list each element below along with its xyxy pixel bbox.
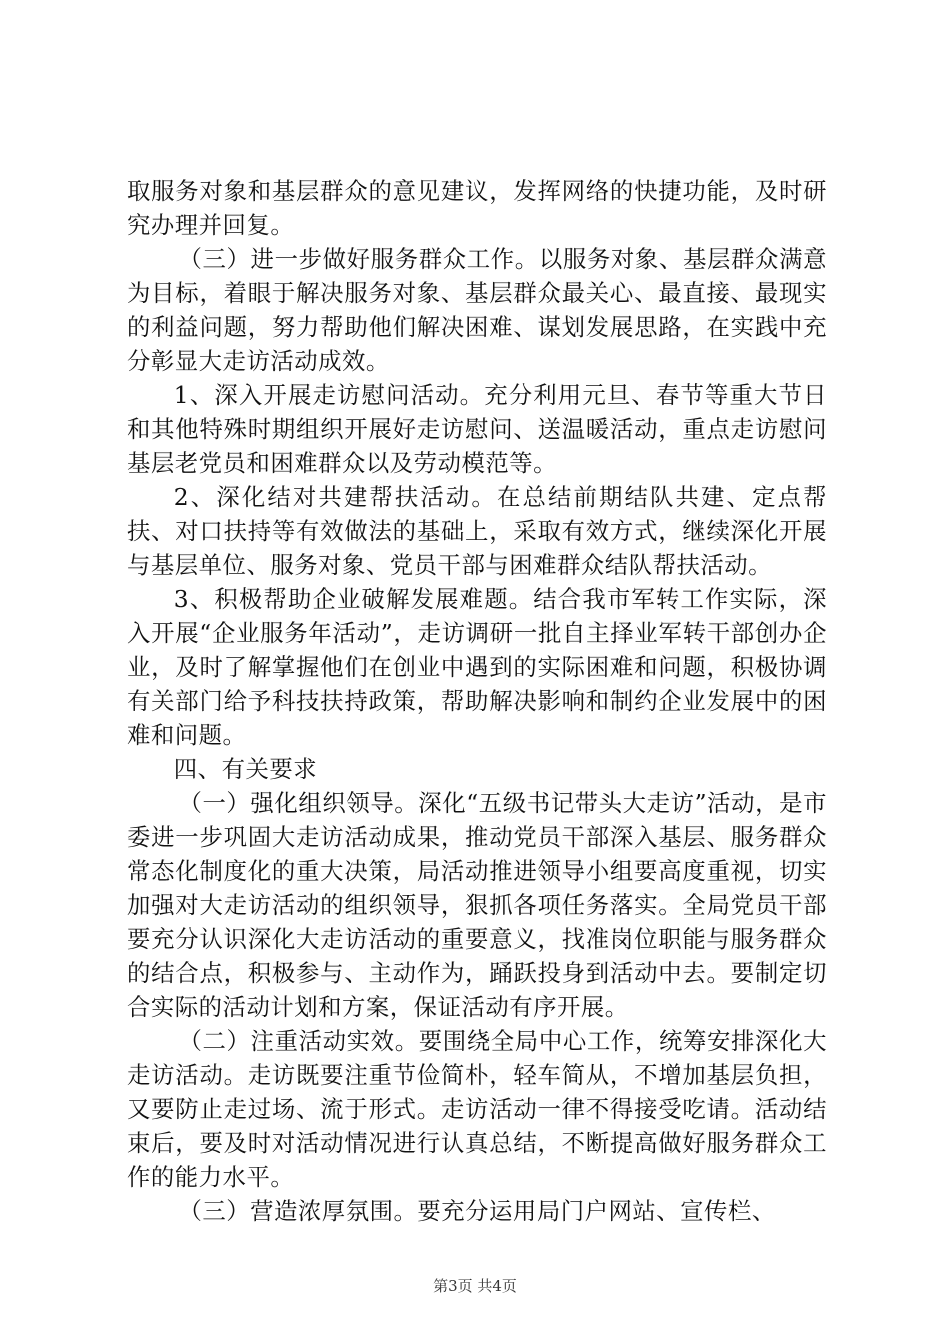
paragraph-item-3: 3、积极帮助企业破解发展难题。结合我市军转工作实际，深入开展“企业服务年活动”，走访调研一批自主择业军转干部创办企业，及时了解掌握他们在创业中遇到的实际困难和问题，积极协调有关部门给予科技扶持政策，帮助解决影响和制约企业发展中的困难和问题。 (127, 585, 827, 749)
paragraph-section-3: （三）进一步做好服务群众工作。以服务对象、基层群众满意为目标，着眼于解决服务对象、基层群众最关心、最直接、最现实的利益问题，努力帮助他们解决困难、谋划发展思路，在实践中充分彰显大走访活动成效。 (127, 245, 827, 375)
page-number-footer: 第3页 共4页 (433, 1277, 517, 1295)
paragraph-requirement-1: （一）强化组织领导。深化“五级书记带头大走访”活动，是市委进一步巩固大走访活动成果，推动党员干部深入基层、服务群众常态化制度化的重大决策，局活动推进领导小组要高度重视，切实加强对大走访活动的组织领导，狠抓各项任务落实。全局党员干部要充分认识深化大走访活动的重要意义，找准岗位职能与服务群众的结合点，积极参与、主动作为，踊跃投身到活动中去。要制定切合实际的活动计划和方案，保证活动有序开展。 (127, 789, 827, 1021)
paragraph-item-1: 1、深入开展走访慰问活动。充分利用元旦、春节等重大节日和其他特殊时期组织开展好走访慰问、送温暖活动，重点走访慰问基层老党员和困难群众以及劳动模范等。 (127, 381, 827, 477)
paragraph-item-2: 2、深化结对共建帮扶活动。在总结前期结队共建、定点帮扶、对口扶持等有效做法的基础上，采取有效方式，继续深化开展与基层单位、服务对象、党员干部与困难群众结队帮扶活动。 (127, 483, 827, 579)
document-body (127, 174, 827, 1228)
paragraph-requirement-2: （二）注重活动实效。要围绕全局中心工作，统筹安排深化大走访活动。走访既要注重节俭简朴，轻车简从，不增加基层负担，又要防止走过场、流于形式。走访活动一律不得接受吃请。活动结束后，要及时对活动情况进行认真总结，不断提高做好服务群众工作的能力水平。 (127, 1027, 827, 1191)
paragraph-continuation: 取服务对象和基层群众的意见建议，发挥网络的快捷功能，及时研究办理并回复。 (127, 177, 827, 239)
paragraph-requirement-3: （三）营造浓厚氛围。要充分运用局门户网站、宣传栏、 (178, 1197, 776, 1225)
section-heading-requirements: 四、有关要求 (173, 755, 318, 783)
